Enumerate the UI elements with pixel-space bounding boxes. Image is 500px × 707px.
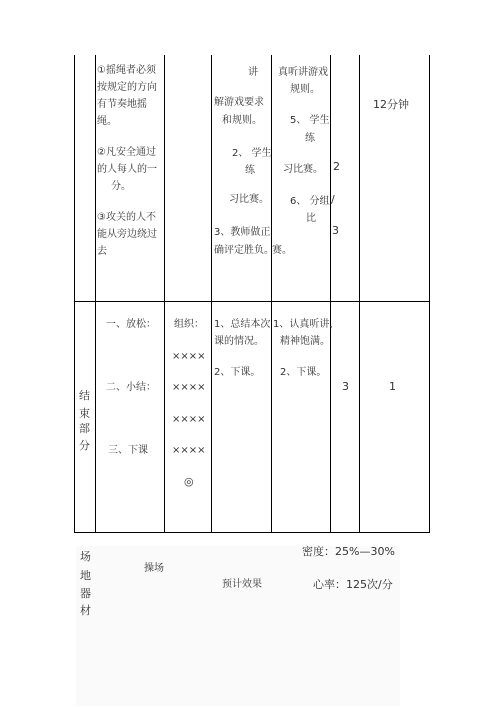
footer-background [76, 546, 400, 706]
organization-title: 组织： [174, 319, 204, 330]
student-step-text: 习比赛。 [283, 164, 323, 175]
formation-row: ×××× [172, 351, 206, 362]
formation-row: ×××× [172, 445, 206, 456]
teacher-step-text: 讲 [248, 67, 258, 78]
student-step-text: 6、 分组 [290, 196, 330, 207]
table-bottom-border [74, 532, 430, 533]
teacher-activity: 1、总结本次 [214, 319, 271, 330]
teacher-step-text: 习比赛。 [229, 194, 269, 205]
teacher-step-text: 解游戏要求 [214, 97, 264, 108]
section-label: 部 [79, 422, 90, 435]
rule-line: ③攻关的人不 [97, 212, 156, 223]
rule-line: 的人每人的一 [97, 164, 157, 175]
student-step-text: 5、 学生 [290, 115, 330, 126]
rule-line: ②凡安全通过 [97, 147, 156, 158]
student-step-text: 真听讲游戏 [278, 67, 328, 78]
student-activity: 2、下课。 [280, 367, 327, 378]
student-activity: 1、认真听讲， [273, 319, 340, 330]
venue-label: 材 [80, 604, 91, 617]
student-step-text: 比 [306, 213, 316, 224]
end-item: 一、放松： [106, 319, 156, 330]
table-right-border [429, 55, 430, 533]
rule-line: 去 [97, 246, 107, 257]
time-value: 1 [389, 380, 396, 393]
formation-row: ×××× [172, 382, 206, 393]
rule-line: ①摇绳者必须 [97, 65, 156, 76]
row-divider [74, 301, 430, 302]
end-item: 三、下课 [108, 445, 148, 456]
density-value: 密度：25%—30% [302, 545, 395, 558]
teacher-step-text: 3、教师做正 [214, 227, 271, 238]
student-activity: 精神饱满。 [280, 336, 330, 347]
student-step-text: 练 [305, 133, 315, 144]
section-label: 结 [79, 389, 90, 402]
student-step-text: 赛。 [272, 245, 292, 256]
repetition-count: 3 [342, 380, 349, 393]
time-value: 12分钟 [373, 98, 409, 111]
teacher-step-text: 练 [245, 165, 255, 176]
col-divider-6 [359, 55, 360, 533]
venue-label: 地 [80, 569, 91, 582]
rule-line: 按规定的方向 [97, 82, 157, 93]
venue-value: 操场 [144, 563, 164, 574]
rule-line: 有节奏地摇绳。 [97, 99, 147, 127]
teacher-mark: ◎ [184, 475, 194, 488]
rules-cell [97, 62, 163, 260]
group-count: 3 [332, 224, 339, 237]
teacher-step-text: 和规则。 [222, 115, 262, 126]
group-count: 2 [333, 160, 340, 173]
col-divider-3 [211, 55, 212, 533]
section-label: 分 [79, 439, 90, 452]
end-item: 二、小结： [106, 382, 156, 393]
teacher-activity: 2、下课。 [214, 367, 261, 378]
col-divider-1 [95, 55, 96, 533]
rule-line: 分。 [111, 181, 131, 192]
heart-rate-value: 心率：125次/分 [313, 578, 393, 591]
col-divider-4 [271, 55, 272, 533]
teacher-step-text: 2、 学生 [232, 148, 272, 159]
group-count-separator: / [331, 193, 335, 206]
student-step-text: 规则。 [290, 84, 320, 95]
col-divider-2 [164, 55, 165, 533]
table-left-border [74, 55, 75, 533]
expected-effect-label: 预计效果 [222, 579, 262, 590]
formation-row: ×××× [172, 414, 206, 425]
teacher-step-text: 确评定胜负。 [214, 245, 274, 256]
rule-line: 能从旁边绕过 [97, 229, 157, 240]
teacher-activity: 课的情况。 [214, 336, 264, 347]
col-divider-5 [330, 55, 331, 533]
section-label: 束 [79, 407, 90, 420]
venue-label: 场 [80, 550, 91, 563]
venue-label: 器 [80, 587, 91, 600]
